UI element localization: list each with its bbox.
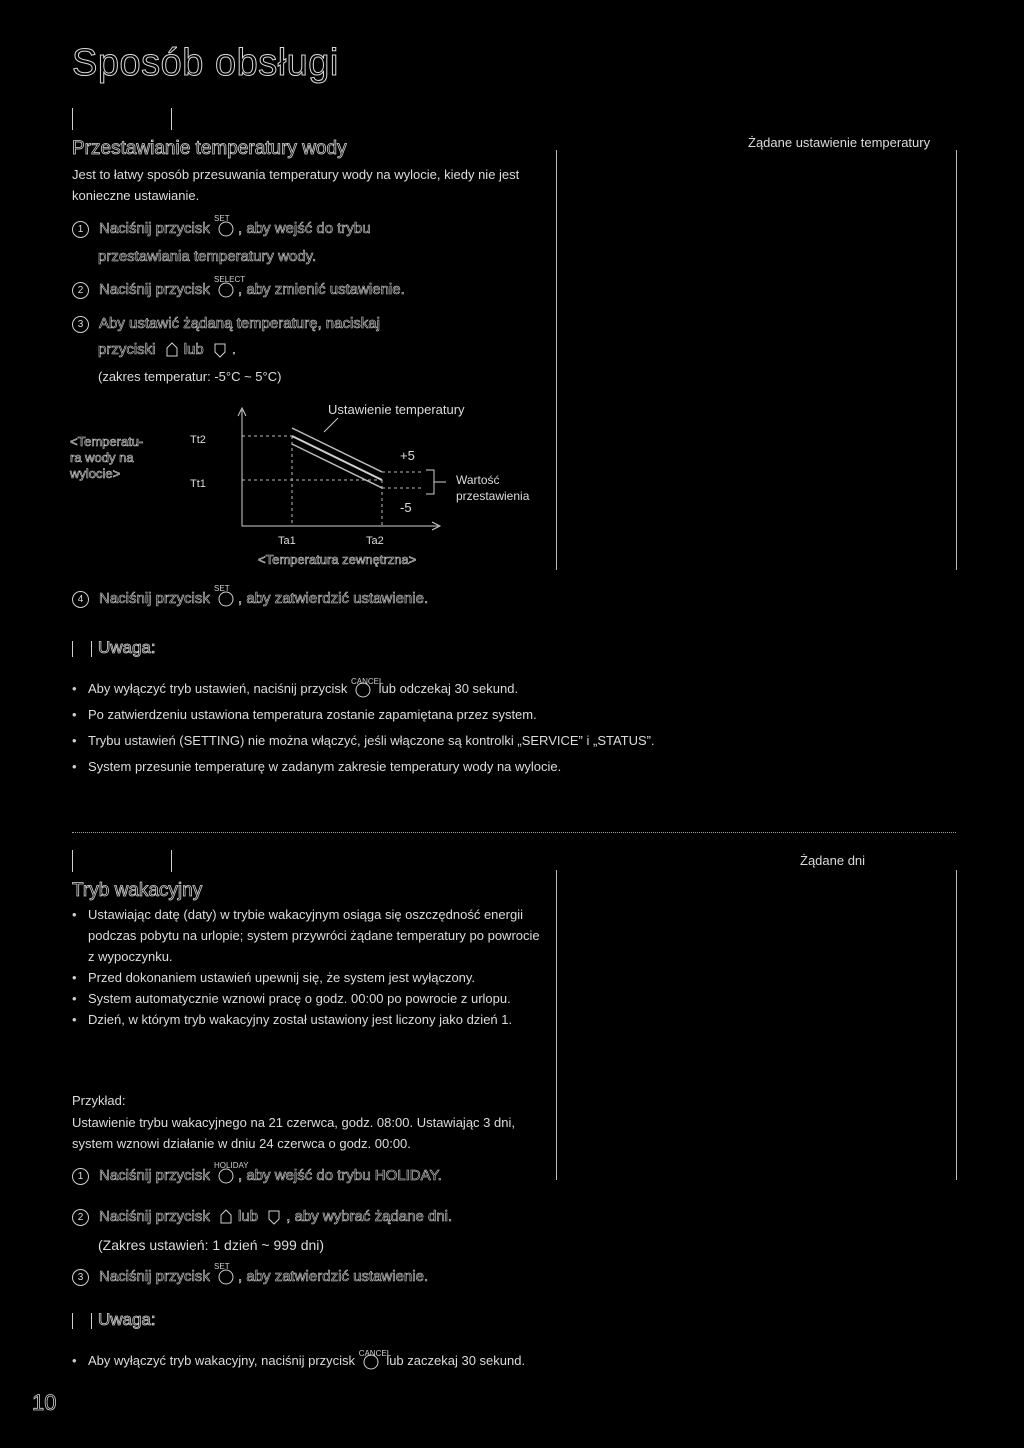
- section1-step2: 2 Naciśnij przycisk SELECT , aby zmienić ustawienie.: [72, 279, 405, 301]
- y-axis-label-1: <Temperatu-: [70, 434, 144, 449]
- holiday-button-icon: HOLIDAY: [216, 1166, 236, 1186]
- step-number-3: 3: [72, 1269, 89, 1286]
- section1-intro: Jest to łatwy sposób przesuwania temperatury wody na wylocie, kiedy nie jest konieczne ustawianie.: [72, 167, 520, 203]
- section1-right-border: [956, 150, 957, 570]
- note-item: • System przesunie temperaturę w zadanym zakresie temperatury wody na wylocie.: [72, 754, 972, 780]
- base-curve: [292, 436, 382, 480]
- step-number-2: 2: [72, 1209, 89, 1226]
- cancel-button-icon: CANCEL: [353, 680, 373, 700]
- x-tick-ta2: Ta2: [366, 535, 384, 547]
- section1-step1-line2: przestawiania temperatury wody.: [98, 248, 317, 265]
- note-item: • Aby wyłączyć tryb wakacyjny, naciśnij przycisk CANCEL lub zaczekaj 30 sekund.: [72, 1348, 952, 1374]
- x-axis-label: <Temperatura zewnętrzna>: [258, 552, 417, 567]
- section1-heading: Przestawianie temperatury wody: [72, 138, 347, 159]
- note-marker: [72, 1313, 92, 1329]
- section2-step3: 3 Naciśnij przycisk SET , aby zatwierdzić ustawienie.: [72, 1266, 428, 1288]
- section2-step2-range: (Zakres ustawień: 1 dzień ~ 999 dni): [98, 1237, 325, 1253]
- page-title: Sposób obsługi: [72, 42, 339, 84]
- section2-step1: 1 Naciśnij przycisk HOLIDAY , aby wejść do trybu HOLIDAY.: [72, 1165, 442, 1187]
- step-number-2: 2: [72, 282, 89, 299]
- note-item: • Po zatwierdzeniu ustawiona temperatura zostanie zapamiętana przez system.: [72, 702, 972, 728]
- section2-column-divider: [556, 870, 557, 1180]
- section1-step3: 3 Aby ustawić żądaną temperaturę, naciskaj: [72, 313, 380, 335]
- y-tick-tt2: Tt2: [190, 434, 206, 446]
- step-number-3: 3: [72, 316, 89, 333]
- set-button-icon: SET: [216, 589, 236, 609]
- page-number: 10: [32, 1390, 57, 1415]
- y-axis-label-2: ra wody na: [70, 450, 134, 465]
- x-tick-ta1: Ta1: [278, 535, 296, 547]
- example-text: Ustawienie trybu wakacyjnego na 21 czerwca, godz. 08:00. Ustawiając 3 dni, system wznowi działanie w dniu 24 czerwca o godz. 00:00.: [72, 1115, 515, 1151]
- section2-note-heading: Uwaga:: [72, 1310, 156, 1330]
- plus-five-label: +5: [400, 448, 415, 463]
- offset-label-1: Wartość: [456, 473, 500, 487]
- diagram-title: Ustawienie temperatury: [328, 402, 465, 417]
- up-button-icon: [216, 1207, 236, 1227]
- offset-label-2: przestawienia: [456, 489, 530, 503]
- section1-step3-range: (zakres temperatur: -5°C ~ 5°C): [98, 369, 282, 384]
- title-leader-line: [324, 418, 338, 432]
- section2-bullets: [72, 904, 542, 1030]
- set-button-icon: SET: [216, 1267, 236, 1287]
- section2-notes: [72, 1348, 952, 1374]
- section1-note-heading: Uwaga:: [72, 638, 156, 658]
- minus-five-label: -5: [400, 500, 412, 515]
- section1-step3-line2: przyciski lub .: [98, 339, 236, 361]
- section2-step2: 2 Naciśnij przycisk lub , aby wybrać żądane dni.: [72, 1206, 452, 1228]
- example-heading: Przykład:: [72, 1093, 126, 1108]
- section2-heading: Tryb wakacyjny: [72, 880, 203, 901]
- down-button-icon: [210, 340, 230, 360]
- note-item: • Trybu ustawień (SETTING) nie można włączyć, jeśli włączone są kontrolki „SERVICE” i „STATUS”.: [72, 728, 972, 754]
- down-button-icon: [264, 1207, 284, 1227]
- note-item: • Aby wyłączyć tryb ustawień, naciśnij przycisk CANCEL lub odczekaj 30 sekund.: [72, 676, 972, 702]
- select-button-icon: SELECT: [216, 280, 236, 300]
- water-temperature-shift-diagram: [66, 398, 566, 570]
- section-tab-box: [72, 108, 172, 130]
- note-marker: [72, 641, 92, 657]
- bullet-item: • Ustawiając datę (daty) w trybie wakacyjnym osiąga się oszczędność energii podczas pobytu na urlopie; system przywróci żądane temperatury po powrocie z wypoczynku.: [72, 904, 542, 967]
- bullet-item: • Dzień, w którym tryb wakacyjny został ustawiony jest liczony jako dzień 1.: [72, 1009, 542, 1030]
- section2-right-border: [956, 870, 957, 1180]
- set-button-icon: SET: [216, 219, 236, 239]
- section1-step1: 1 Naciśnij przycisk SET , aby wejść do trybu: [72, 218, 371, 240]
- offset-bracket: [426, 470, 434, 494]
- bullet-item: • Przed dokonaniem ustawień upewnij się, że system jest wyłączony.: [72, 967, 542, 988]
- cancel-button-icon: CANCEL: [361, 1352, 381, 1372]
- step-number-4: 4: [72, 591, 89, 608]
- section-tab-box: [72, 850, 172, 872]
- section1-right-label: Żądane ustawienie temperatury: [748, 135, 931, 150]
- section-separator: [72, 832, 956, 833]
- section2-right-label: Żądane dni: [800, 853, 866, 868]
- y-tick-tt1: Tt1: [190, 478, 206, 490]
- y-axis-label-3: wylocie>: [70, 466, 121, 481]
- up-button-icon: [162, 340, 182, 360]
- bullet-item: • System automatycznie wznowi pracę o godz. 00:00 po powrocie z urlopu.: [72, 988, 542, 1009]
- step-number-1: 1: [72, 221, 89, 238]
- section1-notes: [72, 676, 972, 780]
- step-number-1: 1: [72, 1168, 89, 1185]
- section1-step4: 4 Naciśnij przycisk SET , aby zatwierdzić ustawienie.: [72, 588, 428, 610]
